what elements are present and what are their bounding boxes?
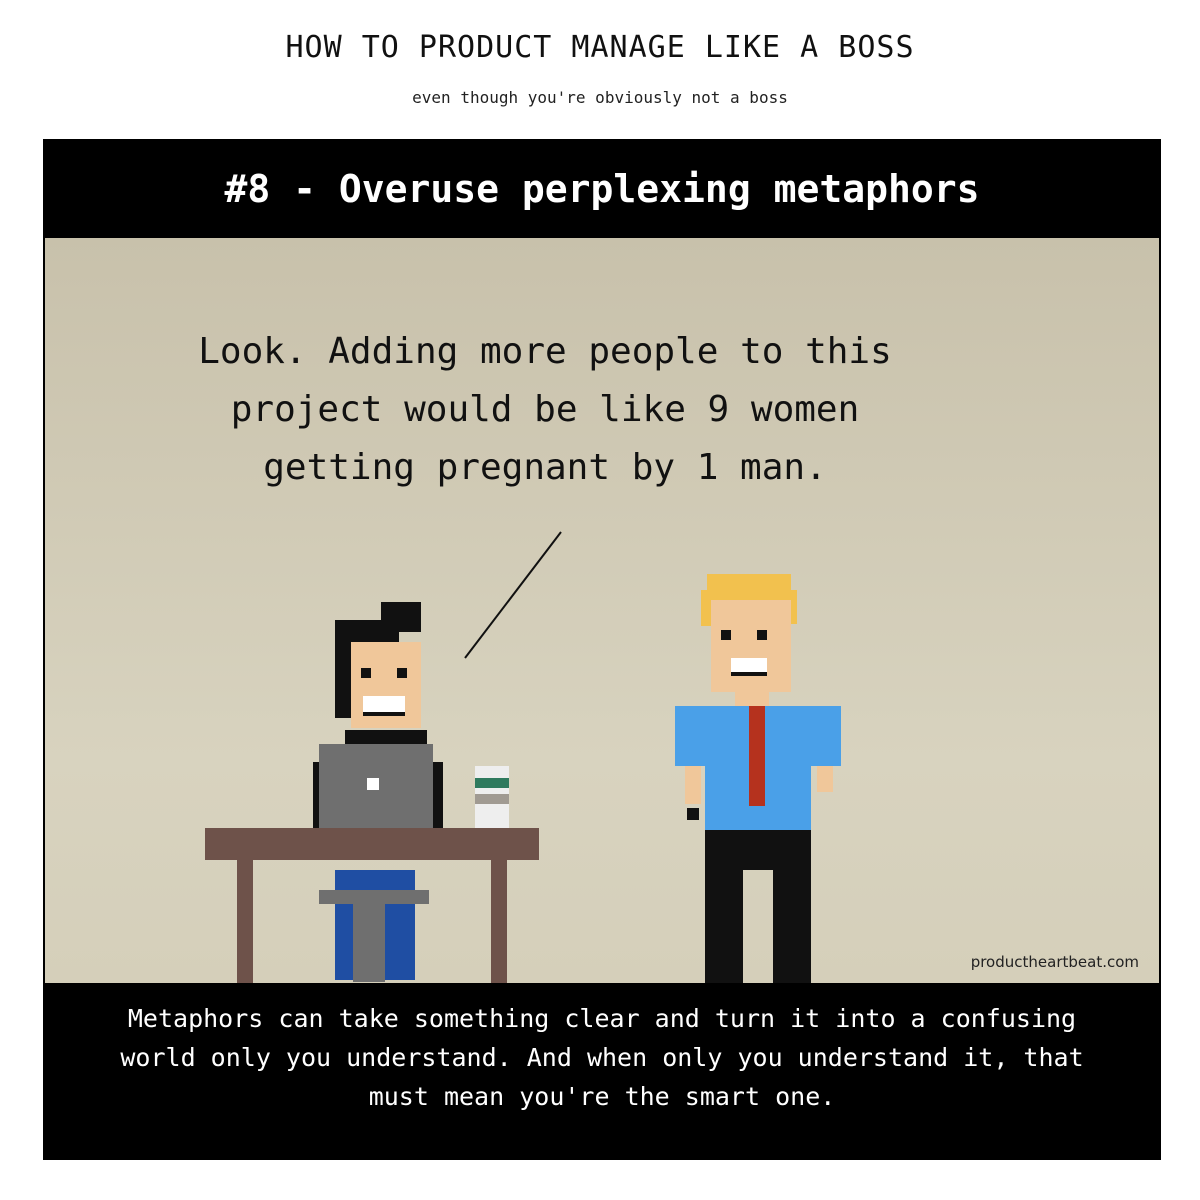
coffee-cup-icon: [475, 766, 509, 828]
caption-line: Metaphors can take something clear and turn it into a confusing: [127, 1004, 1077, 1033]
standing-manager-figure: [675, 574, 841, 983]
comic-panel: [43, 139, 1161, 1160]
speech-line: Look. Adding more people to this: [198, 331, 892, 372]
speech-line: project would be like 9 women: [230, 389, 860, 430]
watermark: productheartbeat.com: [970, 953, 1139, 971]
speech-line: getting pregnant by 1 man.: [263, 447, 827, 488]
caption-line: must mean you're the smart one.: [368, 1082, 836, 1111]
comic-series-title: HOW TO PRODUCT MANAGE LIKE A BOSS: [285, 30, 915, 65]
comic-series-subtitle: even though you're obviously not a boss: [412, 88, 788, 107]
speech-pointer-line: [465, 532, 561, 658]
comic-illustration: [45, 238, 1159, 983]
panel-title: #8 - Overuse perplexing metaphors: [224, 166, 980, 211]
caption-line: world only you understand. And when only you understand it, that: [120, 1043, 1084, 1072]
panel-caption: [63, 999, 1141, 1116]
seated-programmer-figure: [313, 602, 443, 982]
comic-scene: [45, 238, 1159, 983]
